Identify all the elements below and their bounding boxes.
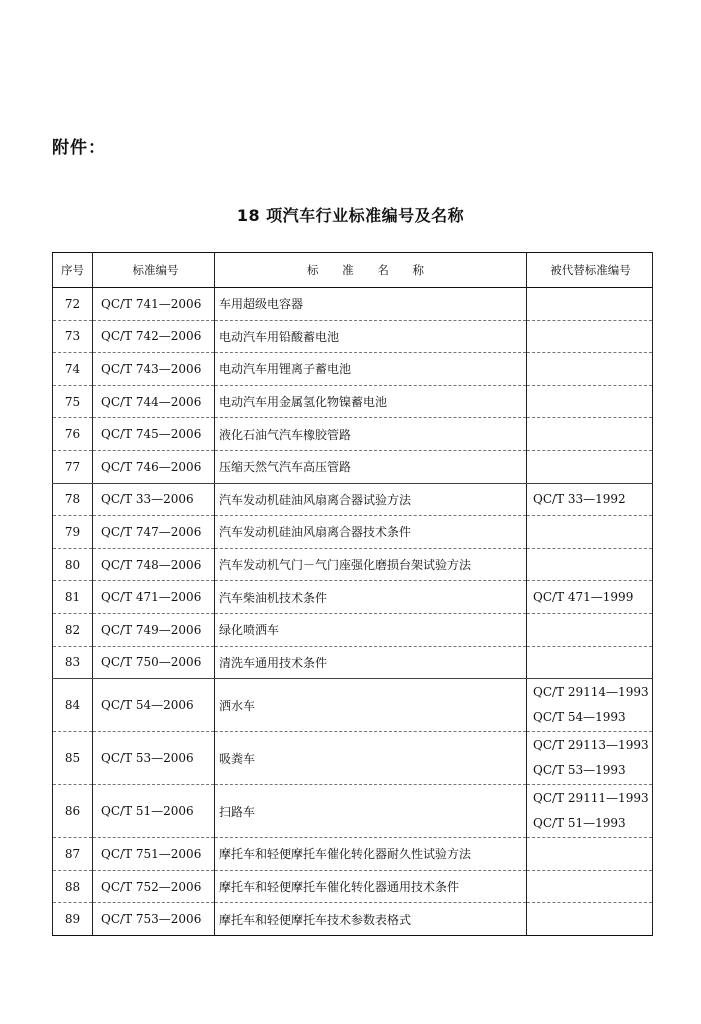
row-code: QC/T 752—2006 [93, 870, 215, 903]
row-replaced [527, 320, 653, 353]
row-seq: 84 [53, 679, 93, 732]
row-replaced [527, 785, 653, 838]
row-code: QC/T 750—2006 [93, 646, 215, 679]
row-replaced [527, 679, 653, 732]
table-header-row [53, 253, 653, 288]
table-row [53, 320, 653, 353]
row-name: 摩托车和轻便摩托车催化转化器耐久性试验方法 [215, 838, 527, 871]
row-code: QC/T 51—2006 [93, 785, 215, 838]
table-row [53, 385, 653, 418]
row-code: QC/T 746—2006 [93, 450, 215, 483]
table-body [53, 288, 653, 936]
row-seq: 79 [53, 516, 93, 549]
row-replaced [527, 646, 653, 679]
table-row [53, 613, 653, 646]
row-seq: 86 [53, 785, 93, 838]
replaced-code: QC/T 33—1992 [533, 491, 626, 506]
row-name: 洒水车 [215, 679, 527, 732]
row-name: 车用超级电容器 [215, 288, 527, 321]
row-code: QC/T 748—2006 [93, 548, 215, 581]
row-replaced [527, 581, 653, 614]
row-code: QC/T 743—2006 [93, 353, 215, 386]
row-code: QC/T 745—2006 [93, 418, 215, 451]
table-row [53, 288, 653, 321]
row-seq: 78 [53, 483, 93, 516]
row-seq: 77 [53, 450, 93, 483]
row-replaced [527, 450, 653, 483]
replaced-code: QC/T 29114—1993 [533, 685, 649, 700]
standards-table [52, 252, 653, 936]
table-row [53, 903, 653, 936]
row-seq: 87 [53, 838, 93, 871]
row-seq: 73 [53, 320, 93, 353]
row-seq: 85 [53, 732, 93, 785]
table-row [53, 646, 653, 679]
row-seq: 88 [53, 870, 93, 903]
header-seq: 序号 [53, 253, 93, 288]
row-replaced [527, 838, 653, 871]
row-replaced [527, 732, 653, 785]
row-code: QC/T 749—2006 [93, 613, 215, 646]
row-name: 绿化喷洒车 [215, 613, 527, 646]
row-seq: 83 [53, 646, 93, 679]
row-name: 汽车柴油机技术条件 [215, 581, 527, 614]
row-name: 汽车发动机硅油风扇离合器试验方法 [215, 483, 527, 516]
row-seq: 89 [53, 903, 93, 936]
table-row [53, 785, 653, 838]
row-replaced [527, 548, 653, 581]
row-code: QC/T 54—2006 [93, 679, 215, 732]
row-code: QC/T 53—2006 [93, 732, 215, 785]
replaced-code: QC/T 51—1993 [533, 816, 626, 831]
table-row [53, 679, 653, 732]
row-code: QC/T 471—2006 [93, 581, 215, 614]
table-row [53, 870, 653, 903]
table-row [53, 516, 653, 549]
table-row [53, 353, 653, 386]
row-replaced [527, 903, 653, 936]
row-code: QC/T 751—2006 [93, 838, 215, 871]
row-name: 摩托车和轻便摩托车技术参数表格式 [215, 903, 527, 936]
row-replaced [527, 516, 653, 549]
row-replaced [527, 353, 653, 386]
row-code: QC/T 741—2006 [93, 288, 215, 321]
table-row [53, 838, 653, 871]
row-name: 汽车发动机气门－气门座强化磨损台架试验方法 [215, 548, 527, 581]
replaced-code: QC/T 29113—1993 [533, 738, 649, 753]
table-row [53, 450, 653, 483]
row-name: 清洗车通用技术条件 [215, 646, 527, 679]
table-row [53, 418, 653, 451]
row-name: 摩托车和轻便摩托车催化转化器通用技术条件 [215, 870, 527, 903]
replaced-code: QC/T 53—1993 [533, 763, 626, 778]
row-name: 电动汽车用铅酸蓄电池 [215, 320, 527, 353]
header-name: 标 准 名 称 [215, 253, 527, 288]
row-code: QC/T 33—2006 [93, 483, 215, 516]
row-replaced [527, 288, 653, 321]
row-name: 电动汽车用金属氢化物镍蓄电池 [215, 385, 527, 418]
row-seq: 82 [53, 613, 93, 646]
row-name: 吸粪车 [215, 732, 527, 785]
row-code: QC/T 753—2006 [93, 903, 215, 936]
row-seq: 80 [53, 548, 93, 581]
header-code: 标准编号 [93, 253, 215, 288]
row-seq: 75 [53, 385, 93, 418]
row-code: QC/T 747—2006 [93, 516, 215, 549]
replaced-code: QC/T 29111—1993 [533, 791, 649, 806]
row-name: 汽车发动机硅油风扇离合器技术条件 [215, 516, 527, 549]
table-row [53, 548, 653, 581]
row-replaced [527, 385, 653, 418]
attachment-label: 附件： [52, 138, 106, 158]
row-name: 液化石油气汽车橡胶管路 [215, 418, 527, 451]
row-seq: 76 [53, 418, 93, 451]
table-row [53, 483, 653, 516]
row-name: 扫路车 [215, 785, 527, 838]
table-row [53, 581, 653, 614]
row-code: QC/T 744—2006 [93, 385, 215, 418]
row-name: 电动汽车用锂离子蓄电池 [215, 353, 527, 386]
row-name: 压缩天然气汽车高压管路 [215, 450, 527, 483]
row-seq: 74 [53, 353, 93, 386]
table-row [53, 732, 653, 785]
row-replaced [527, 870, 653, 903]
header-replaced: 被代替标准编号 [527, 253, 653, 288]
row-seq: 72 [53, 288, 93, 321]
document-title: 18 项汽车行业标准编号及名称 [236, 206, 465, 225]
row-replaced [527, 613, 653, 646]
row-seq: 81 [53, 581, 93, 614]
row-replaced [527, 418, 653, 451]
row-code: QC/T 742—2006 [93, 320, 215, 353]
replaced-code: QC/T 471—1999 [533, 589, 634, 604]
row-replaced [527, 483, 653, 516]
replaced-code: QC/T 54—1993 [533, 710, 626, 725]
